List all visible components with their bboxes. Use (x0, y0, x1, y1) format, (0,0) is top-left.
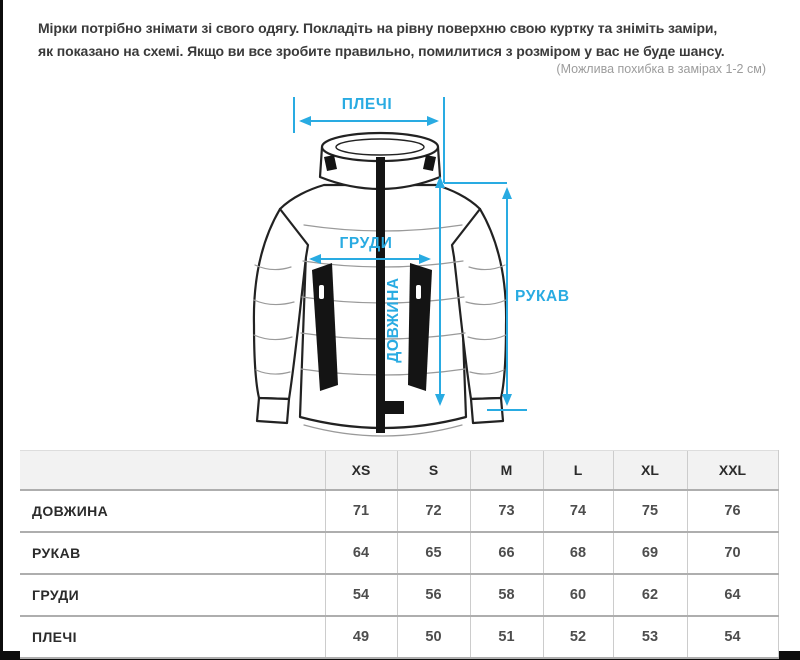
size-value: 64 (687, 574, 778, 616)
row-label: ПЛЕЧІ (20, 616, 325, 658)
size-value: 53 (613, 616, 687, 658)
row-label: ДОВЖИНА (20, 490, 325, 532)
size-col-header: XS (325, 451, 397, 491)
size-value: 75 (613, 490, 687, 532)
intro-line-1: Мірки потрібно знімати зі свого одягу. Покладіть на рівну поверхню свою куртку та зніміть заміри, (38, 20, 718, 36)
size-table-row (20, 532, 778, 574)
size-value: 72 (397, 490, 470, 532)
size-col-header: L (543, 451, 613, 491)
size-value: 49 (325, 616, 397, 658)
jacket-diagram-svg (220, 85, 620, 445)
size-table (20, 450, 779, 659)
intro-line-2: як показано на схемі. Якщо ви все зробите правильно, помилитися з розміром у вас не буде шансу. (38, 43, 725, 59)
size-value: 50 (397, 616, 470, 658)
size-value: 76 (687, 490, 778, 532)
size-table-corner-cell (20, 451, 325, 491)
size-value: 70 (687, 532, 778, 574)
size-value: 73 (470, 490, 543, 532)
size-col-header: M (470, 451, 543, 491)
size-value: 62 (613, 574, 687, 616)
size-table-row (20, 574, 778, 616)
length-label: ДОВЖИНА (385, 277, 402, 363)
chest-label: ГРУДИ (339, 235, 393, 252)
left-border-strip (0, 0, 3, 660)
row-label: РУКАВ (20, 532, 325, 574)
size-col-header: XXL (687, 451, 778, 491)
size-col-header: S (397, 451, 470, 491)
size-table-row (20, 490, 778, 532)
size-value: 65 (397, 532, 470, 574)
size-table-header-row (20, 451, 778, 491)
size-value: 52 (543, 616, 613, 658)
jacket-measurement-diagram (220, 85, 620, 445)
size-value: 54 (687, 616, 778, 658)
size-col-header: XL (613, 451, 687, 491)
size-value: 58 (470, 574, 543, 616)
size-value: 60 (543, 574, 613, 616)
intro-text (38, 17, 778, 63)
size-value: 68 (543, 532, 613, 574)
tolerance-note: (Можлива похибка в замірах 1-2 см) (556, 62, 766, 76)
row-label: ГРУДИ (20, 574, 325, 616)
size-value: 69 (613, 532, 687, 574)
size-value: 64 (325, 532, 397, 574)
size-table-row (20, 616, 778, 658)
size-value: 74 (543, 490, 613, 532)
shoulders-label: ПЛЕЧІ (341, 96, 393, 113)
size-value: 71 (325, 490, 397, 532)
sleeve-label: РУКАВ (515, 288, 570, 305)
size-value: 56 (397, 574, 470, 616)
size-value: 54 (325, 574, 397, 616)
size-value: 66 (470, 532, 543, 574)
size-value: 51 (470, 616, 543, 658)
